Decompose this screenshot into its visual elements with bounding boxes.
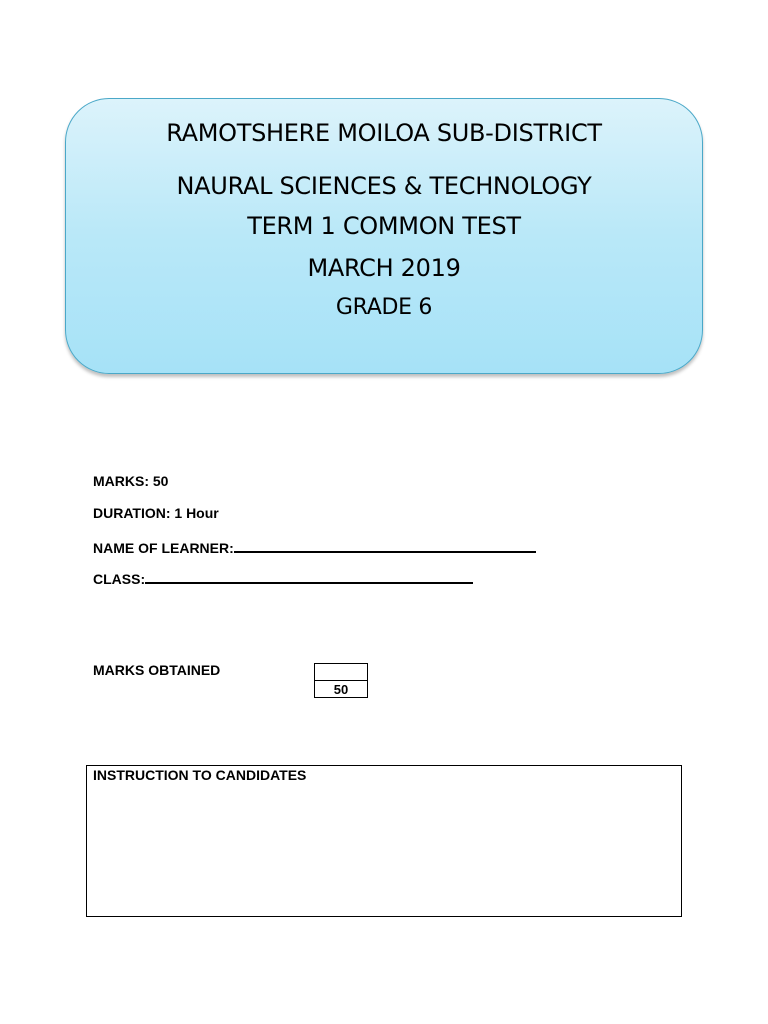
marks-total: 50 — [333, 682, 349, 697]
title-banner — [65, 98, 703, 374]
marks-obtained-label: MARKS OBTAINED — [93, 662, 221, 678]
instructions-title: INSTRUCTION TO CANDIDATES — [93, 767, 307, 783]
marks-field: MARKS: 50 — [93, 473, 169, 489]
grade-label: GRADE 6 — [335, 295, 433, 320]
instructions-box — [86, 765, 682, 917]
class-line[interactable] — [145, 568, 473, 584]
class-field[interactable] — [93, 568, 473, 587]
marks-obtained-box[interactable] — [314, 663, 368, 698]
district-title: RAMOTSHERE MOILOA SUB-DISTRICT — [166, 119, 602, 147]
learner-name-field[interactable] — [93, 537, 536, 556]
test-date: MARCH 2019 — [307, 254, 461, 282]
learner-name-label: NAME OF LEARNER: — [93, 540, 234, 556]
learner-name-line[interactable] — [234, 537, 536, 553]
class-label: CLASS: — [93, 571, 146, 587]
duration-field: DURATION: 1 Hour — [93, 505, 219, 521]
subject-title: NAURAL SCIENCES & TECHNOLOGY — [176, 172, 592, 200]
test-title: TERM 1 COMMON TEST — [247, 212, 521, 240]
